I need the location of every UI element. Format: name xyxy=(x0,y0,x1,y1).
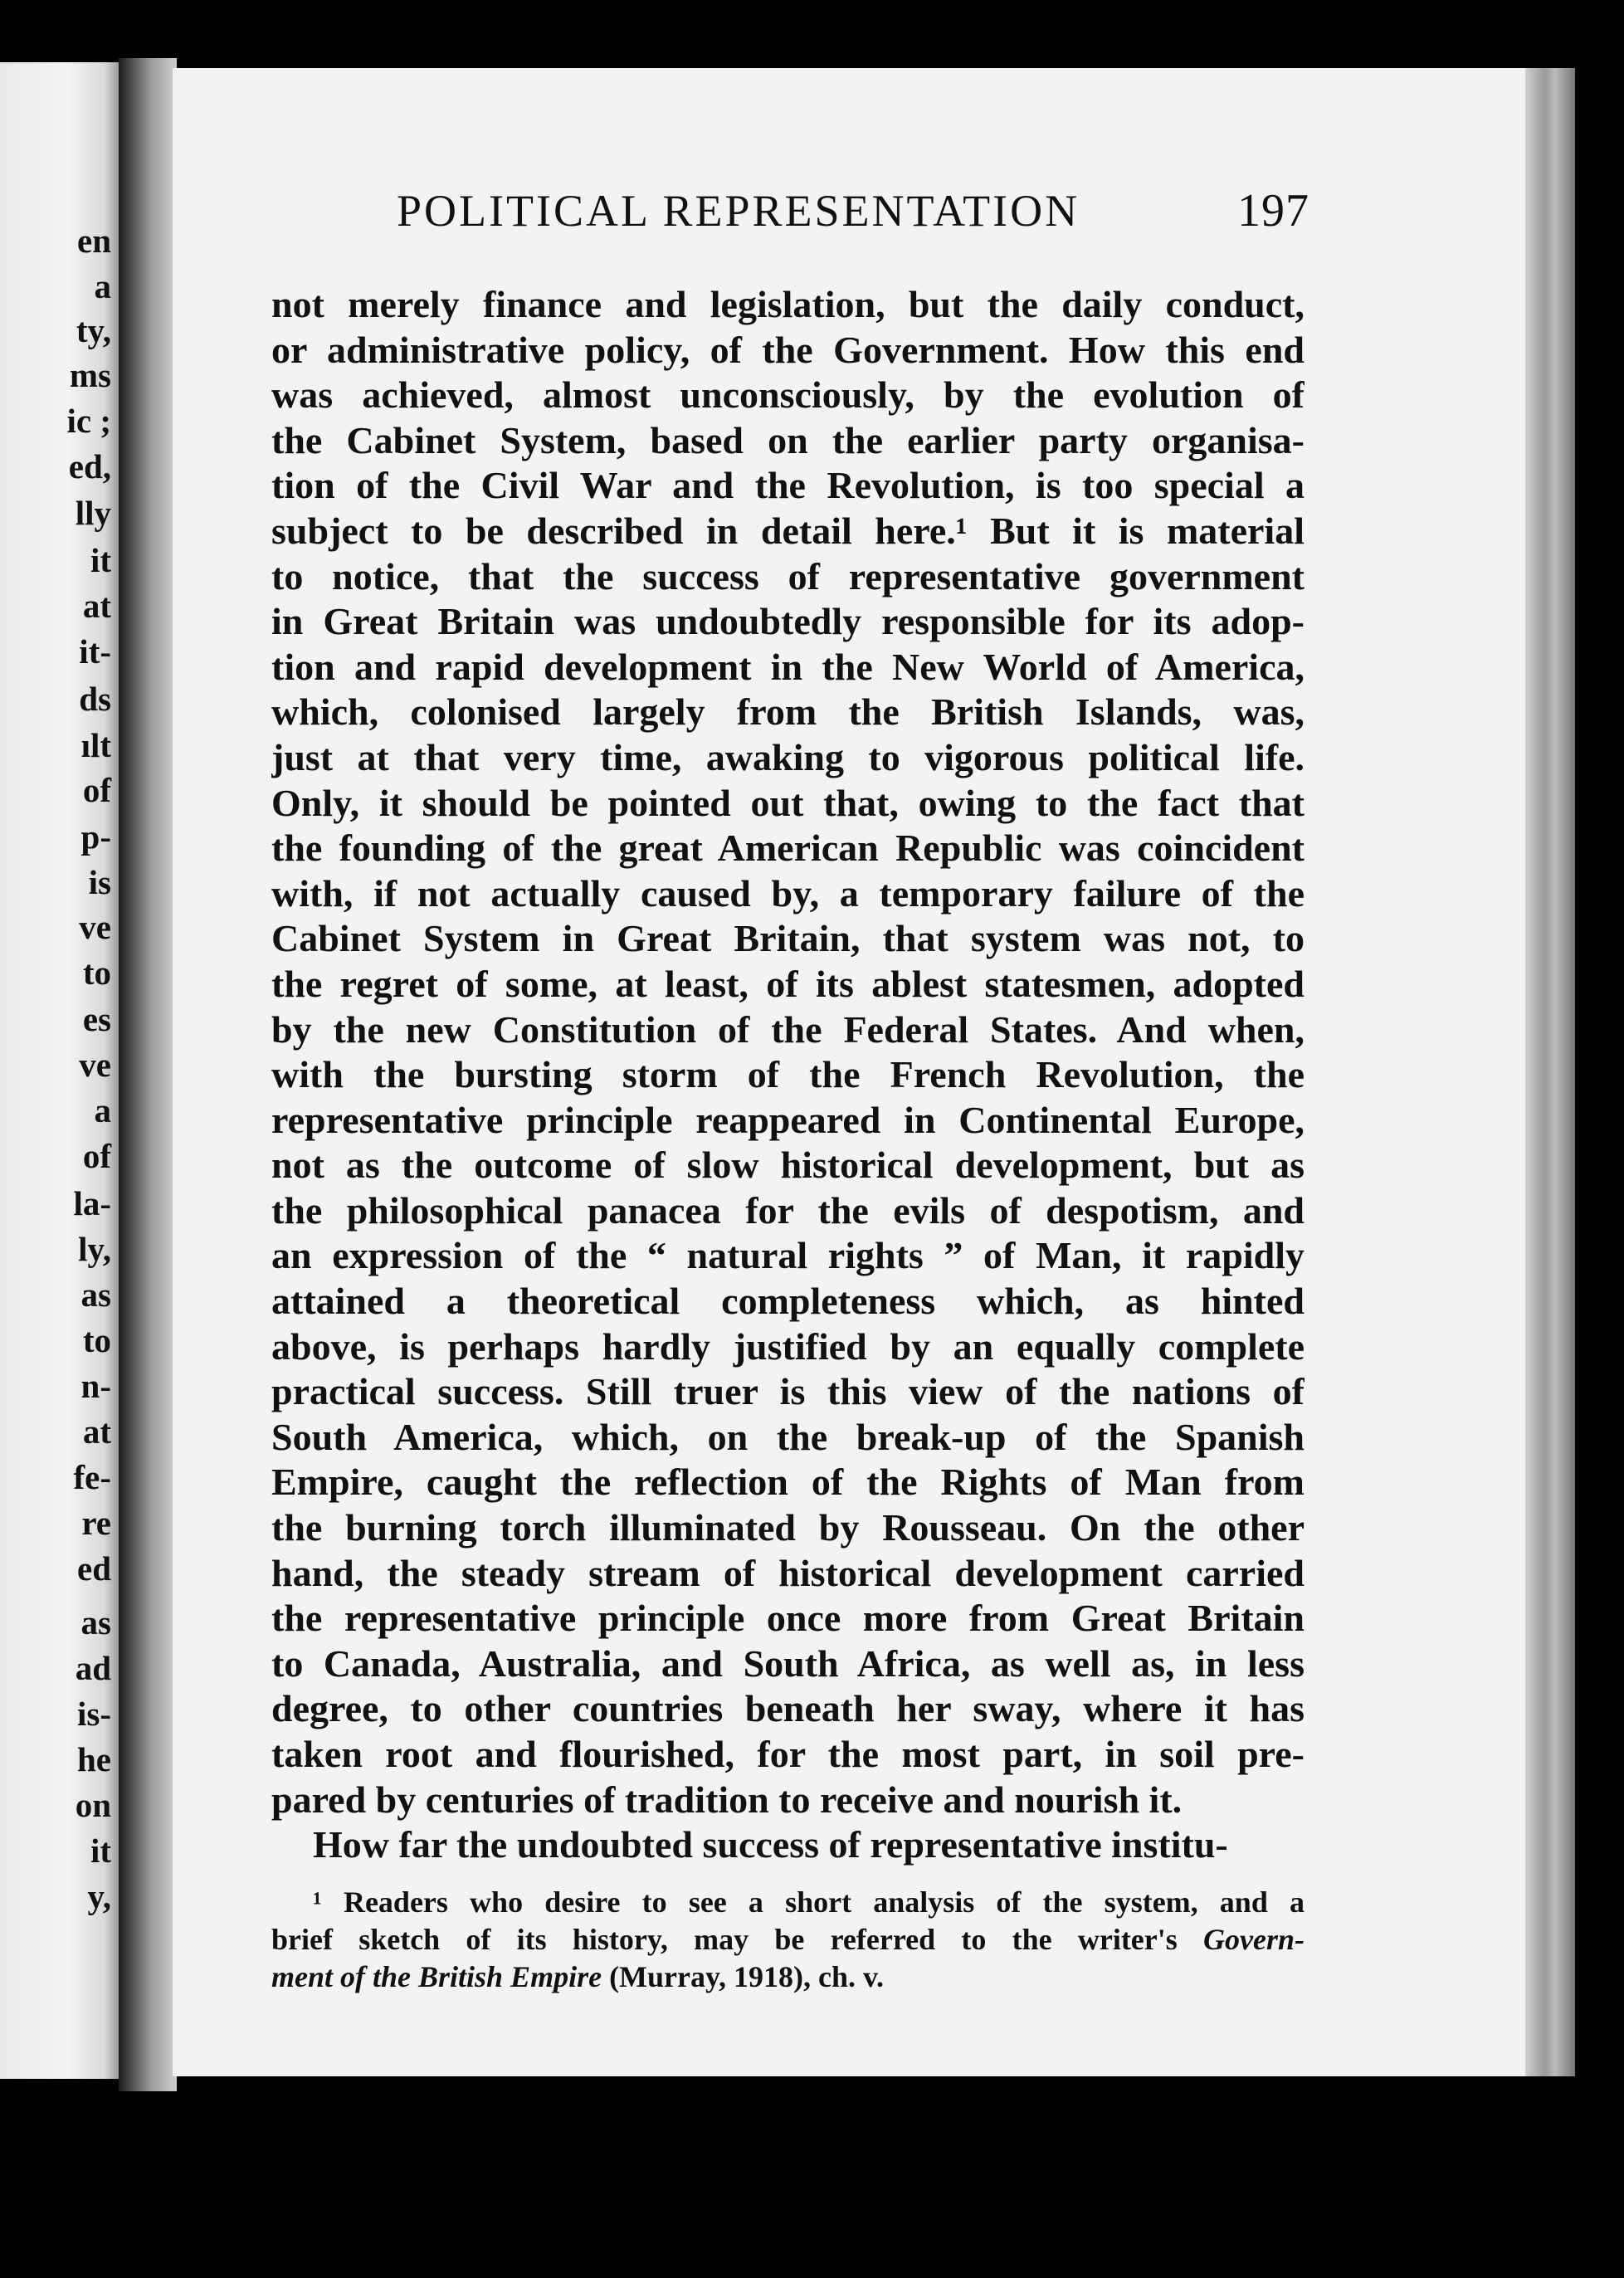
left-page-fragment: ılt xyxy=(80,726,111,764)
left-page-fragment: en xyxy=(77,222,111,260)
left-page-fragment: ly, xyxy=(78,1230,111,1268)
footnote-line: ¹ Readers who desire to see a short analysis of the system, and a xyxy=(313,1885,1305,1919)
left-page-fragment: lly xyxy=(75,494,111,532)
left-page-fragment: la- xyxy=(73,1184,111,1222)
left-page-fragment: on xyxy=(75,1786,111,1824)
left-page-fragment: p- xyxy=(80,817,111,856)
text-line: degree, to other countries beneath her sway, where it has xyxy=(271,1687,1305,1730)
body-text xyxy=(271,282,1305,1868)
text-line: subject to be described in detail here.¹ But it is material xyxy=(271,509,1305,552)
left-page-fragment: it xyxy=(90,1832,111,1870)
left-page-fragment: it- xyxy=(79,632,111,671)
left-page-fragment: ve xyxy=(79,908,111,946)
text-line: in Great Britain was undoubtedly responsible for its adop- xyxy=(271,600,1305,643)
left-page-fragment: ed, xyxy=(68,447,111,485)
left-page-fragment: a xyxy=(94,267,111,305)
left-page-fragment: he xyxy=(77,1740,111,1778)
text-line: to notice, that the success of representative government xyxy=(271,554,1305,598)
text-line: the regret of some, at least, of its ablest statesmen, adopted xyxy=(271,962,1305,1005)
left-page-fragment: of xyxy=(82,771,111,809)
running-title: POLITICAL REPRESENTATION xyxy=(397,186,1080,236)
text-line: the philosophical panacea for the evils of despotism, and xyxy=(271,1188,1305,1232)
left-page-fragment: to xyxy=(82,954,111,992)
text-line: was achieved, almost unconsciously, by the evolution of xyxy=(271,373,1305,417)
text-line: an expression of the “ natural rights ” of Man, it rapidly xyxy=(271,1234,1305,1277)
left-page-fragment: ve xyxy=(79,1046,111,1084)
text-line: South America, which, on the break-up of the Spanish xyxy=(271,1415,1305,1458)
left-page-fragment: fe- xyxy=(73,1458,111,1496)
text-line: just at that very time, awaking to vigorous political life. xyxy=(271,735,1305,778)
text-line: pared by centuries of tradition to receive and nourish it. xyxy=(271,1778,1183,1821)
text-line: above, is perhaps hardly justified by an equally complete xyxy=(271,1324,1305,1368)
left-page-fragment: n- xyxy=(80,1367,111,1405)
left-page-fragment: ms xyxy=(69,356,111,394)
left-page-fragment: is- xyxy=(77,1695,111,1733)
left-page-fragment: ds xyxy=(79,680,111,718)
page-edge xyxy=(1525,68,1575,2076)
left-page-fragment: y, xyxy=(87,1877,111,1915)
text-line: attained a theoretical completeness which, as hinted xyxy=(271,1280,1305,1323)
text-line: tion and rapid development in the New World of America, xyxy=(271,645,1305,688)
left-page-fragment: re xyxy=(81,1504,111,1542)
text-line: the burning torch illuminated by Rousseau. On the other xyxy=(271,1506,1305,1549)
text-line: with, if not actually caused by, a temporary failure of the xyxy=(271,871,1305,915)
footnote-line: ment of the British Empire (Murray, 1918), ch. v. xyxy=(271,1960,885,1993)
text-line: by the new Constitution of the Federal States. And when, xyxy=(271,1007,1305,1051)
text-line: tion of the Civil War and the Revolution, is too special a xyxy=(271,464,1305,507)
left-page-fragment: ic ; xyxy=(66,402,111,440)
page-number: 197 xyxy=(1237,185,1309,237)
left-page-fragment: of xyxy=(82,1137,111,1175)
left-page-fragment: ty, xyxy=(76,311,111,349)
left-page-fragment: to xyxy=(82,1321,111,1359)
text-line: not merely finance and legislation, but the daily conduct, xyxy=(271,283,1305,325)
footnote-line: brief sketch of its history, may be referred to the writer's Govern- xyxy=(271,1923,1305,1956)
text-line: the Cabinet System, based on the earlier party organisa- xyxy=(271,418,1305,461)
text-line: not as the outcome of slow historical development, but as xyxy=(271,1144,1305,1187)
left-page-fragment: ed xyxy=(77,1549,111,1588)
text-line: Only, it should be pointed out that, owing to the fact that xyxy=(271,781,1305,824)
text-line: which, colonised largely from the British Islands, was, xyxy=(271,690,1305,734)
left-page-fragment: ad xyxy=(75,1649,111,1687)
left-page-fragment: as xyxy=(80,1276,111,1314)
running-header xyxy=(397,184,1309,237)
text-line: or administrative policy, of the Government. How this end xyxy=(271,328,1305,371)
text-line: How far the undoubted success of representative institu- xyxy=(313,1823,1228,1866)
text-line: Cabinet System in Great Britain, that system was not, to xyxy=(271,917,1305,960)
left-page-fragment: a xyxy=(94,1091,111,1129)
text-line: Empire, caught the reflection of the Rights of Man from xyxy=(271,1461,1305,1504)
text-line: hand, the steady stream of historical development carried xyxy=(271,1551,1305,1594)
left-page-fragment: as xyxy=(80,1603,111,1641)
text-line: taken root and flourished, for the most part, in soil pre- xyxy=(271,1733,1305,1775)
left-page-fragment: at xyxy=(82,1412,111,1451)
left-page-fragment: at xyxy=(82,587,111,625)
footnote xyxy=(271,1884,1305,1996)
text-line: with the bursting storm of the French Revolution, the xyxy=(271,1053,1305,1096)
text-line: the representative principle once more from Great Britain xyxy=(271,1597,1305,1640)
left-page-fragment: it xyxy=(90,541,111,579)
text-line: representative principle reappeared in Continental Europe, xyxy=(271,1098,1305,1141)
left-page-fragment: is xyxy=(88,863,111,901)
text-line: to Canada, Australia, and South Africa, as well as, in less xyxy=(271,1641,1305,1685)
text-line: practical success. Still truer is this view of the nations of xyxy=(271,1370,1305,1413)
left-page-fragment: es xyxy=(82,1000,111,1038)
book-gutter xyxy=(119,58,177,2091)
left-page xyxy=(0,62,123,2079)
text-line: the founding of the great American Republic was coincident xyxy=(271,827,1305,870)
